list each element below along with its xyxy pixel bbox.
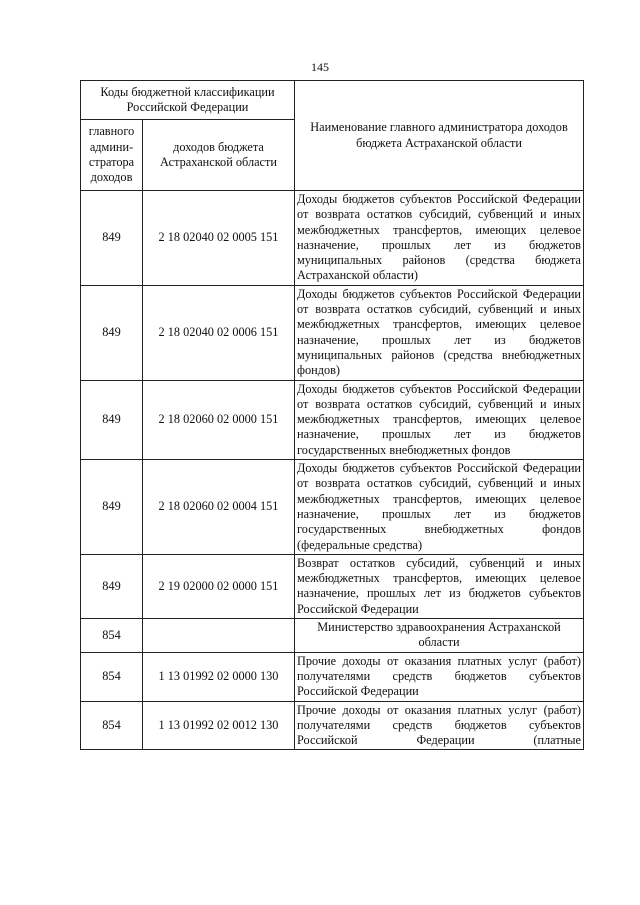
- income-name-cell: Возврат остатков субсидий, субвенций и иных межбюджетных трансфертов, имеющих целевое назначение, прошлых лет из бюджетов субъектов Российской Федерации: [295, 554, 584, 618]
- admin-code-cell: 849: [81, 191, 143, 286]
- income-name-cell: Доходы бюджетов субъектов Российской Федерации от возврата остатков субсидий, субвенций и иных межбюджетных трансфертов, имеющих целевое назначение, прошлых лет из бюджетов муниципальных районов (средства бюджета Астраханской области): [295, 191, 584, 286]
- table-header-row: [81, 81, 584, 120]
- table-row: [81, 652, 584, 701]
- admin-code-cell: 854: [81, 619, 143, 653]
- ministry-name-cell: Министерство здравоохранения Астраханской области: [295, 619, 584, 653]
- income-code-cell: 2 18 02060 02 0004 151: [143, 460, 295, 555]
- income-name-cell: Доходы бюджетов субъектов Российской Федерации от возврата остатков субсидий, субвенций и иных межбюджетных трансфертов, имеющих целевое назначение, прошлых лет из бюджетов государственных внебюджетных фондов: [295, 380, 584, 459]
- table-row: [81, 701, 584, 750]
- table-row: [81, 460, 584, 555]
- ministry-row: [81, 619, 584, 653]
- income-code-cell: 2 18 02040 02 0005 151: [143, 191, 295, 286]
- income-code-cell: 1 13 01992 02 0000 130: [143, 652, 295, 701]
- income-code-cell: 2 19 02000 02 0000 151: [143, 554, 295, 618]
- header-group-title: Коды бюджетной классификации Российской Федерации: [81, 81, 295, 120]
- income-code-cell: 2 18 02040 02 0006 151: [143, 285, 295, 380]
- header-col-name: Наименование главного администратора доходов бюджета Астраханской области: [295, 81, 584, 191]
- budget-classification-table: [80, 80, 584, 750]
- income-name-cell: Прочие доходы от оказания платных услуг (работ) получателями средств бюджетов субъектов Российской Федерации (платные: [295, 701, 584, 750]
- income-name-cell: Прочие доходы от оказания платных услуг (работ) получателями средств бюджетов субъектов Российской Федерации: [295, 652, 584, 701]
- table-row: [81, 554, 584, 618]
- admin-code-cell: 849: [81, 460, 143, 555]
- admin-code-cell: 854: [81, 701, 143, 750]
- table-row: [81, 191, 584, 286]
- header-col-income: доходов бюджета Астраханской области: [143, 120, 295, 191]
- admin-code-cell: 849: [81, 285, 143, 380]
- table-row: [81, 380, 584, 459]
- page-number: 145: [311, 60, 329, 74]
- admin-code-cell: 849: [81, 380, 143, 459]
- income-code-cell: 1 13 01992 02 0012 130: [143, 701, 295, 750]
- admin-code-cell: 849: [81, 554, 143, 618]
- table-row: [81, 285, 584, 380]
- header-col-admin: главного админи-стратора доходов: [81, 120, 143, 191]
- income-name-cell: Доходы бюджетов субъектов Российской Федерации от возврата остатков субсидий, субвенций и иных межбюджетных трансфертов, имеющих целевое назначение, прошлых лет из бюджетов государственных внебюджетных фондов (федеральные средства): [295, 460, 584, 555]
- income-name-cell: Доходы бюджетов субъектов Российской Федерации от возврата остатков субсидий, субвенций и иных межбюджетных трансфертов, имеющих целевое назначение, прошлых лет из бюджетов муниципальных районов (средства внебюджетных фондов): [295, 285, 584, 380]
- admin-code-cell: 854: [81, 652, 143, 701]
- empty-code-cell: [143, 619, 295, 653]
- income-code-cell: 2 18 02060 02 0000 151: [143, 380, 295, 459]
